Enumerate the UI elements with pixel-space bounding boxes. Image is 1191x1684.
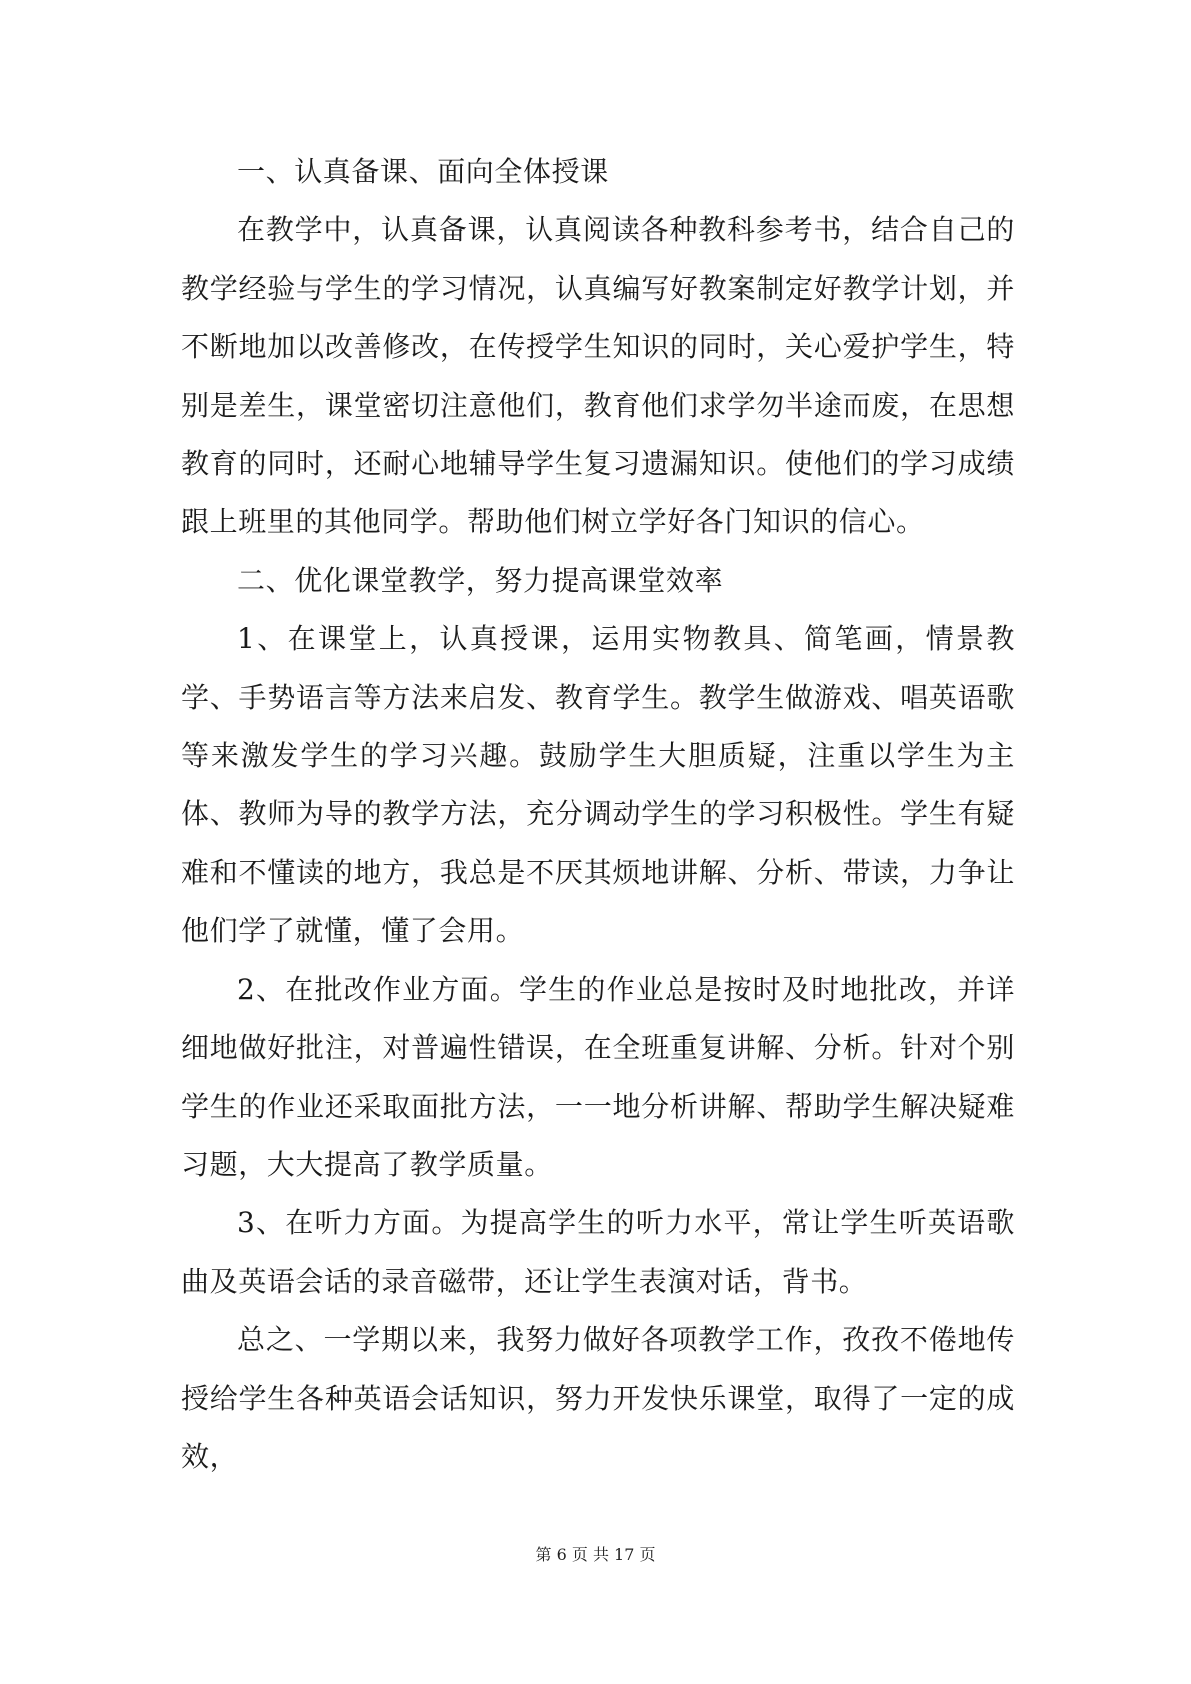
section-heading-1: 一、认真备课、面向全体授课 xyxy=(237,155,609,188)
paragraph-listening: 3、在听力方面。为提高学生的听力水平，常让学生听英语歌曲及英语会话的录音磁带，还让学生表演对话，背书。 xyxy=(181,1206,1015,1298)
document-body xyxy=(181,143,1015,1486)
paragraph-summary: 总之、一学期以来，我努力做好各项教学工作，孜孜不倦地传授给学生各种英语会话知识，努力开发快乐课堂，取得了一定的成效， xyxy=(181,1323,1015,1473)
page-number-footer: 第 6 页 共 17 页 xyxy=(535,1545,656,1564)
section-heading-2: 二、优化课堂教学，努力提高课堂效率 xyxy=(237,563,724,597)
paragraph-homework-correction: 2、在批改作业方面。学生的作业总是按时及时地批改，并详细地做好批注，对普遍性错误，在全班重复讲解、分析。针对个别学生的作业还采取面批方法，一一地分析讲解、帮助学生解决疑难习题，大大提高了教学质量。 xyxy=(181,972,1015,1181)
paragraph-lesson-preparation: 在教学中，认真备课，认真阅读各种教科参考书，结合自己的教学经验与学生的学习情况，认真编写好教案制定好教学计划，并不断地加以改善修改，在传授学生知识的同时，关心爱护学生，特别是差生，课堂密切注意他们，教育他们求学勿半途而废，在思想教育的同时，还耐心地辅导学生复习遗漏知识。使他们的学习成绩跟上班里的其他同学。帮助他们树立学好各门知识的信心。 xyxy=(181,213,1015,539)
paragraph-classroom-teaching: 1、在课堂上，认真授课，运用实物教具、简笔画，情景教学、手势语言等方法来启发、教育学生。教学生做游戏、唱英语歌等来激发学生的学习兴趣。鼓励学生大胆质疑，注重以学生为主体、教师为导的教学方法，充分调动学生的学习积极性。学生有疑难和不懂读的地方，我总是不厌其烦地讲解、分析、带读，力争让他们学了就懂，懂了会用。 xyxy=(181,622,1015,948)
